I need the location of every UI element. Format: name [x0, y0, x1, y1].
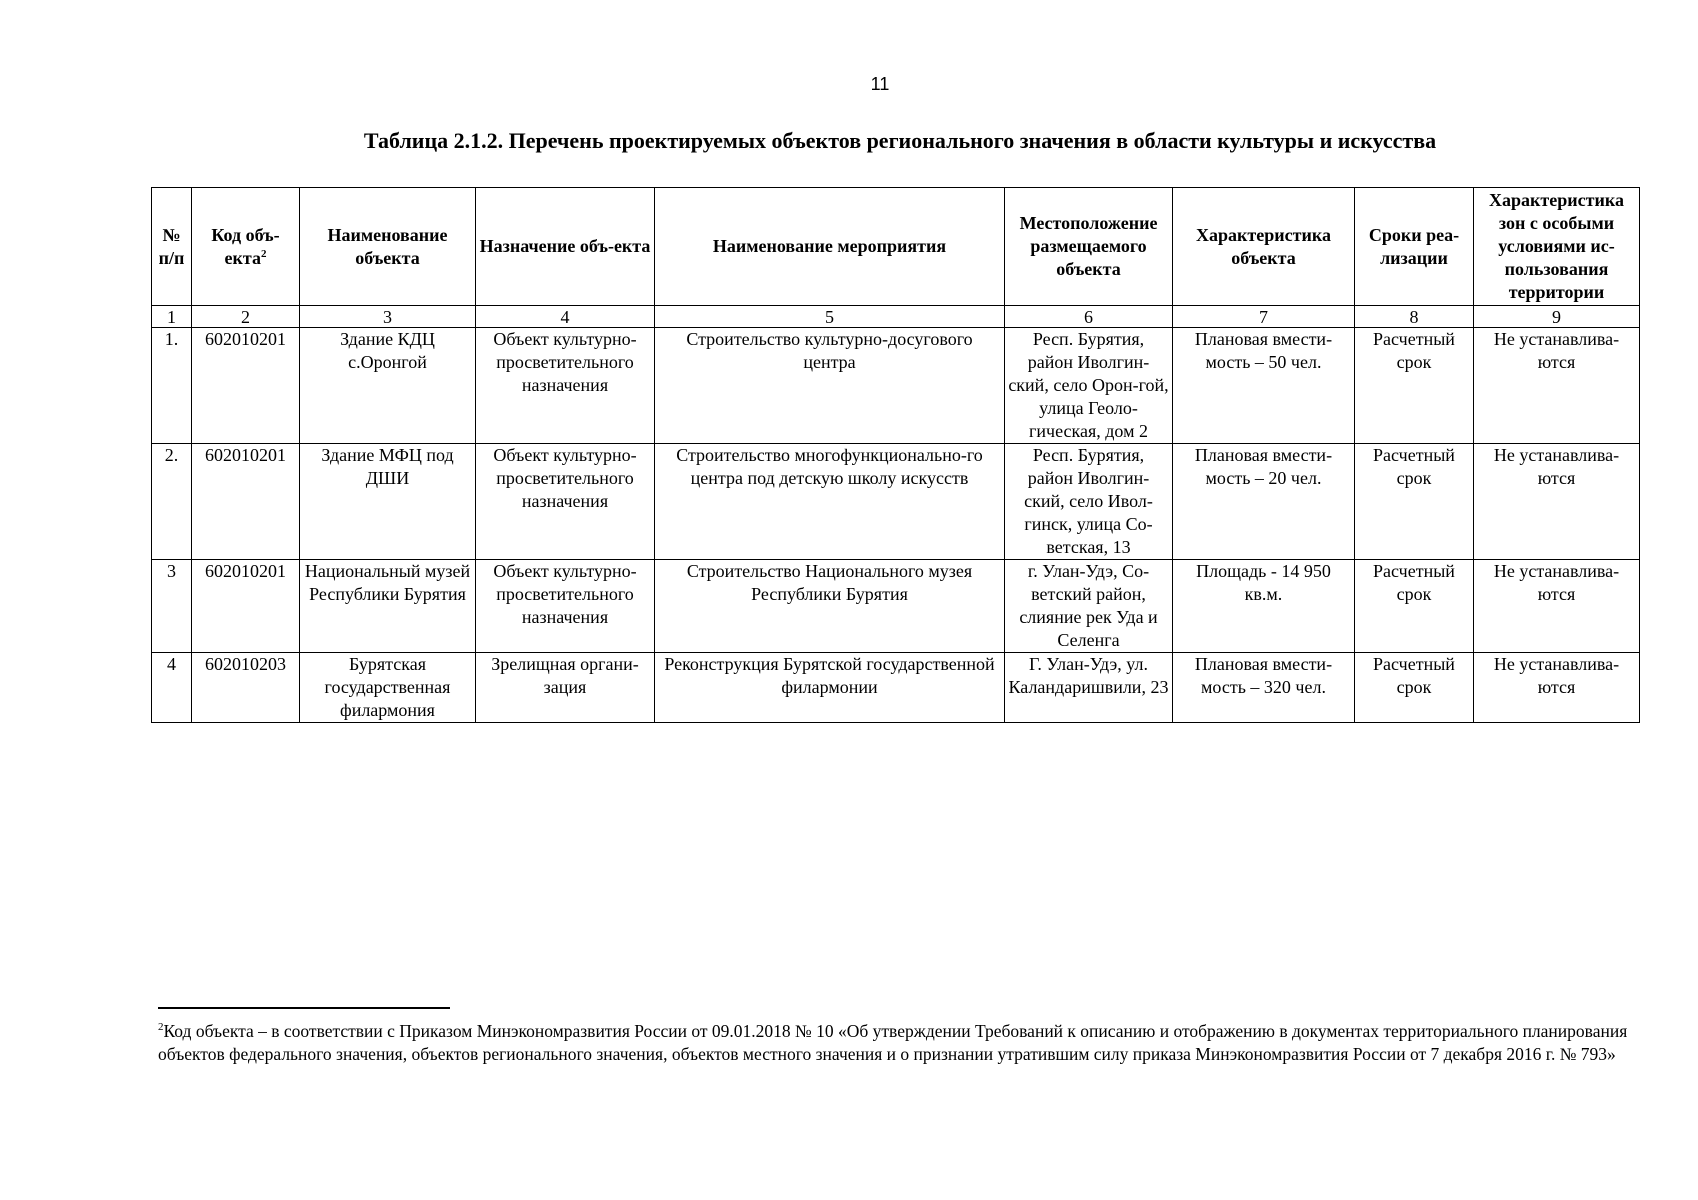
footnote	[158, 1020, 1658, 1066]
cell-characteristic: Плановая вмести-мость – 50 чел.	[1173, 328, 1355, 444]
cell-characteristic: Плановая вмести-мость – 320 чел.	[1173, 653, 1355, 723]
cell-num: 1.	[152, 328, 192, 444]
cell-location: г. Улан-Удэ, Со-ветский район, слияние рек Уда и Селенга	[1005, 560, 1173, 653]
cell-zones: Не устанавлива-ются	[1474, 328, 1640, 444]
cell-location: Респ. Бурятия, район Иволгин-ский, село Ивол-гинск, улица Со-ветская, 13	[1005, 444, 1173, 560]
cell-code: 602010201	[192, 560, 300, 653]
column-number: 4	[476, 306, 655, 328]
cell-name: Здание КДЦ с.Оронгой	[300, 328, 476, 444]
cell-term: Расчетный срок	[1355, 653, 1474, 723]
cell-zones: Не устанавлива-ются	[1474, 444, 1640, 560]
cell-location: Респ. Бурятия, район Иволгин-ский, село Орон-гой, улица Геоло-гическая, дом 2	[1005, 328, 1173, 444]
footnote-mark: 2	[158, 1021, 164, 1034]
cell-purpose: Зрелищная органи-зация	[476, 653, 655, 723]
column-number: 8	[1355, 306, 1474, 328]
cell-purpose: Объект культурно-просветительного назначения	[476, 328, 655, 444]
table-header-row	[152, 188, 1640, 306]
objects-table	[151, 187, 1640, 723]
header-term: Сроки реа-лизации	[1355, 188, 1474, 306]
header-num: № п/п	[152, 188, 192, 306]
table-row	[152, 328, 1640, 444]
column-number: 3	[300, 306, 476, 328]
header-purpose: Назначение объ-екта	[476, 188, 655, 306]
cell-measure: Строительство культурно-досугового центра	[655, 328, 1005, 444]
cell-purpose: Объект культурно-просветительного назначения	[476, 560, 655, 653]
column-number: 2	[192, 306, 300, 328]
cell-zones: Не устанавлива-ются	[1474, 653, 1640, 723]
cell-term: Расчетный срок	[1355, 328, 1474, 444]
footnote-text: Код объекта – в соответствии с Приказом Минэкономразвития России от 09.01.2018 № 10 «Об утверждении Требований к описанию и отображению в документах территориального планирования объектов федерального значения, объектов регионального значения, объектов местного значения и о признании утратившим силу приказа Минэкономразвития России от 7 декабря 2016 г. № 793»	[158, 1021, 1628, 1064]
cell-characteristic: Площадь - 14 950 кв.м.	[1173, 560, 1355, 653]
column-number-row	[152, 306, 1640, 328]
cell-code: 602010203	[192, 653, 300, 723]
cell-measure: Строительство Национального музея Республики Бурятия	[655, 560, 1005, 653]
column-number: 6	[1005, 306, 1173, 328]
cell-name: Национальный музей Республики Бурятия	[300, 560, 476, 653]
cell-term: Расчетный срок	[1355, 560, 1474, 653]
header-code	[192, 188, 300, 306]
cell-num: 3	[152, 560, 192, 653]
table-row	[152, 444, 1640, 560]
cell-characteristic: Плановая вмести-мость – 20 чел.	[1173, 444, 1355, 560]
cell-measure: Строительство многофункционально-го центра под детскую школу искусств	[655, 444, 1005, 560]
header-name: Наименование объекта	[300, 188, 476, 306]
column-number: 9	[1474, 306, 1640, 328]
column-number: 1	[152, 306, 192, 328]
cell-code: 602010201	[192, 444, 300, 560]
header-location: Местоположение размещаемого объекта	[1005, 188, 1173, 306]
cell-name: Здание МФЦ под ДШИ	[300, 444, 476, 560]
cell-measure: Реконструкция Бурятской государственной филармонии	[655, 653, 1005, 723]
footnote-separator	[158, 1007, 450, 1009]
cell-num: 4	[152, 653, 192, 723]
cell-zones: Не устанавлива-ются	[1474, 560, 1640, 653]
header-measure: Наименование мероприятия	[655, 188, 1005, 306]
header-characteristic: Характеристика объекта	[1173, 188, 1355, 306]
cell-purpose: Объект культурно-просветительного назначения	[476, 444, 655, 560]
column-number: 7	[1173, 306, 1355, 328]
cell-location: Г. Улан-Удэ, ул. Каландаришвили, 23	[1005, 653, 1173, 723]
column-number: 5	[655, 306, 1005, 328]
table-row	[152, 560, 1640, 653]
header-footnote-mark: 2	[260, 247, 267, 260]
header-code-text: Код объ-екта	[211, 224, 280, 268]
cell-code: 602010201	[192, 328, 300, 444]
table-title: Таблица 2.1.2. Перечень проектируемых объектов регионального значения в области культуры и искусства	[363, 128, 1437, 153]
cell-name: Бурятская государственная филармония	[300, 653, 476, 723]
cell-term: Расчетный срок	[1355, 444, 1474, 560]
header-zones: Характеристика зон с особыми условиями ис-пользования территории	[1474, 188, 1640, 306]
table-row	[152, 653, 1640, 723]
page-number: 11	[870, 74, 890, 94]
cell-num: 2.	[152, 444, 192, 560]
